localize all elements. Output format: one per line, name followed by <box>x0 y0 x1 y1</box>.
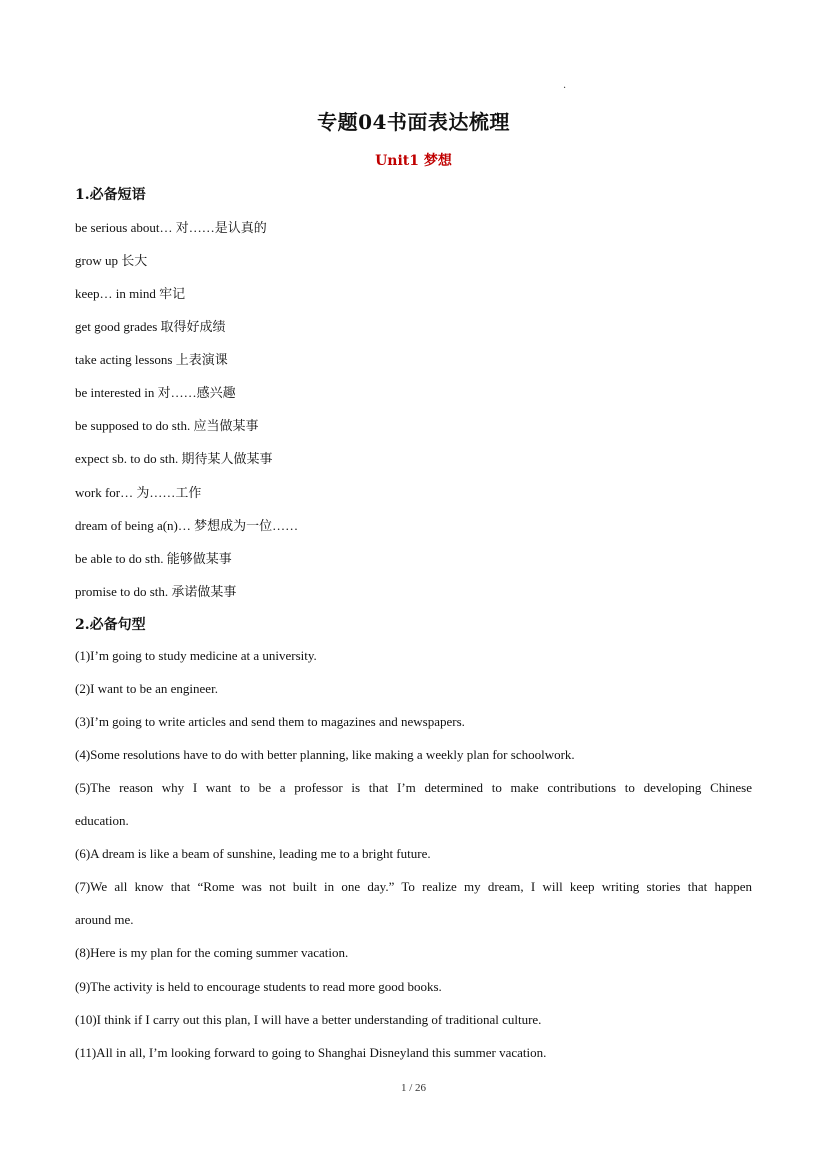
phrase-item: take acting lessons 上表演课 <box>75 352 228 367</box>
phrase-item: be able to do sth. 能够做某事 <box>75 551 232 566</box>
section-heading-sentences: 2.必备句型 <box>75 617 146 633</box>
phrase-item: get good grades 取得好成绩 <box>75 319 226 334</box>
page-title: 专题04书面表达梳理 <box>317 110 510 134</box>
sentence-item: (9)The activity is held to encourage students to read more good books. <box>75 979 442 994</box>
sentence-continuation: education. <box>75 813 129 828</box>
sentence-item: (8)Here is my plan for the coming summer vacation. <box>75 945 349 960</box>
header-dot: . <box>563 80 567 91</box>
phrase-item: be interested in 对……感兴趣 <box>75 385 236 400</box>
phrase-item: promise to do sth. 承诺做某事 <box>75 584 237 599</box>
sentence-continuation: around me. <box>75 912 134 927</box>
phrase-item: keep… in mind 牢记 <box>75 286 186 301</box>
phrase-item: expect sb. to do sth. 期待某人做某事 <box>75 451 273 466</box>
sentence-item: (2)I want to be an engineer. <box>75 681 218 696</box>
unit-subtitle: Unit1 梦想 <box>375 153 452 169</box>
sentence-item: (6)A dream is like a beam of sunshine, leading me to a bright future. <box>75 846 431 861</box>
phrase-item: dream of being a(n)… 梦想成为一位…… <box>75 518 299 533</box>
sentence-item: (5)The reason why I want to be a professor is that I’m determined to make contributions to developing Chinese <box>75 780 752 795</box>
sentence-item: (11)All in all, I’m looking forward to going to Shanghai Disneyland this summer vacation. <box>75 1045 547 1060</box>
phrase-item: work for… 为……工作 <box>75 485 202 500</box>
sentence-item: (10)I think if I carry out this plan, I will have a better understanding of traditional culture. <box>75 1012 542 1027</box>
sentence-item: (7)We all know that “Rome was not built in one day.” To realize my dream, I will keep writing stories that happen <box>75 879 752 894</box>
phrase-item: grow up 长大 <box>75 253 148 268</box>
sentence-item: (3)I’m going to write articles and send them to magazines and newspapers. <box>75 714 465 729</box>
sentence-item: (4)Some resolutions have to do with better planning, like making a weekly plan for schoolwork. <box>75 747 575 762</box>
section-heading-phrases: 1.必备短语 <box>75 187 146 203</box>
page-number: 1 / 26 <box>400 1082 427 1094</box>
phrase-item: be serious about… 对……是认真的 <box>75 220 267 235</box>
sentence-item: (1)I’m going to study medicine at a university. <box>75 648 317 663</box>
phrase-item: be supposed to do sth. 应当做某事 <box>75 418 259 433</box>
